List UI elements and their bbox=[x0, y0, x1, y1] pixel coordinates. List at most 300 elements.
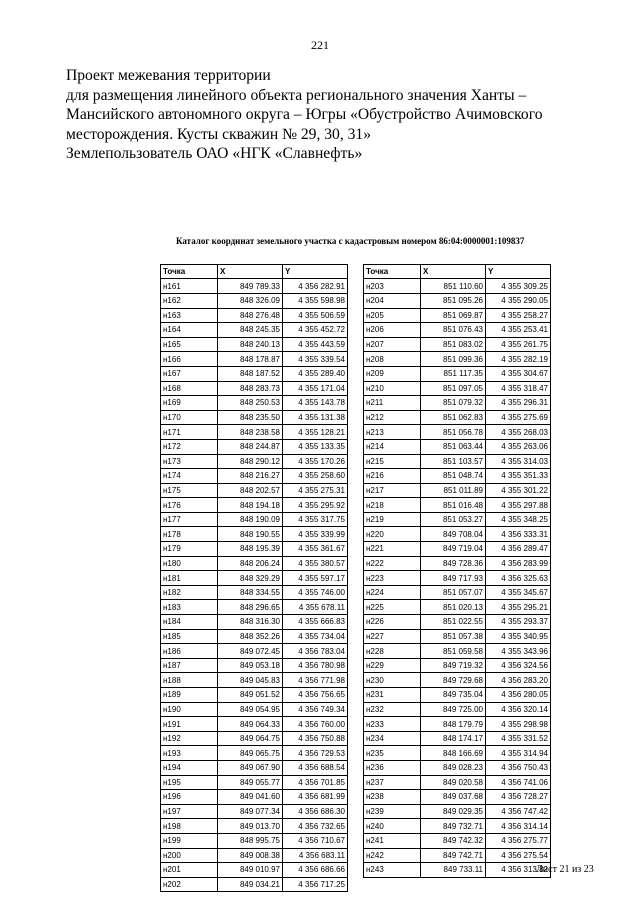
table-row bbox=[161, 717, 348, 732]
x-coordinate-cell: 851 095.26 bbox=[421, 293, 486, 308]
x-coordinate-cell: 851 117.35 bbox=[421, 366, 486, 381]
point-cell: н169 bbox=[161, 396, 218, 411]
title-line: для размещения линейного объекта регионального значения Ханты – bbox=[66, 86, 527, 104]
x-coordinate-cell: 851 076.43 bbox=[421, 323, 486, 338]
x-coordinate-cell: 851 099.36 bbox=[421, 352, 486, 367]
y-coordinate-cell: 4 356 280.05 bbox=[486, 688, 551, 703]
point-cell: н194 bbox=[161, 760, 218, 775]
y-coordinate-cell: 4 355 340.95 bbox=[486, 629, 551, 644]
point-cell: н199 bbox=[161, 833, 218, 848]
y-coordinate-cell: 4 355 746.00 bbox=[283, 585, 348, 600]
x-coordinate-cell: 849 037.68 bbox=[421, 790, 486, 805]
table-header-row bbox=[161, 265, 348, 279]
point-cell: н190 bbox=[161, 702, 218, 717]
point-cell: н186 bbox=[161, 644, 218, 659]
point-cell: н221 bbox=[364, 542, 421, 557]
x-coordinate-cell: 848 190.55 bbox=[218, 527, 283, 542]
point-cell: н236 bbox=[364, 760, 421, 775]
point-cell: н192 bbox=[161, 731, 218, 746]
x-coordinate-cell: 849 719.32 bbox=[421, 658, 486, 673]
point-cell: н202 bbox=[161, 877, 218, 892]
table-row bbox=[161, 585, 348, 600]
point-cell: н220 bbox=[364, 527, 421, 542]
x-coordinate-cell: 849 029.35 bbox=[421, 804, 486, 819]
point-cell: н189 bbox=[161, 688, 218, 703]
point-cell: н230 bbox=[364, 673, 421, 688]
y-coordinate-cell: 4 356 275.77 bbox=[486, 833, 551, 848]
table-row bbox=[161, 498, 348, 513]
point-cell: н203 bbox=[364, 279, 421, 294]
table-row bbox=[161, 293, 348, 308]
x-coordinate-cell: 849 729.68 bbox=[421, 673, 486, 688]
table-row bbox=[364, 556, 551, 571]
x-coordinate-cell: 849 728.36 bbox=[421, 556, 486, 571]
point-cell: н166 bbox=[161, 352, 218, 367]
y-coordinate-cell: 4 355 128.21 bbox=[283, 425, 348, 440]
point-cell: н226 bbox=[364, 615, 421, 630]
table-row bbox=[364, 731, 551, 746]
column-header-point: Точка bbox=[161, 265, 218, 279]
x-coordinate-cell: 851 057.07 bbox=[421, 585, 486, 600]
x-coordinate-cell: 848 245.35 bbox=[218, 323, 283, 338]
point-cell: н211 bbox=[364, 396, 421, 411]
x-coordinate-cell: 851 062.83 bbox=[421, 410, 486, 425]
y-coordinate-cell: 4 355 343.96 bbox=[486, 644, 551, 659]
y-coordinate-cell: 4 355 289.40 bbox=[283, 366, 348, 381]
table-row bbox=[364, 410, 551, 425]
y-coordinate-cell: 4 355 131.38 bbox=[283, 410, 348, 425]
y-coordinate-cell: 4 356 324.56 bbox=[486, 658, 551, 673]
point-cell: н206 bbox=[364, 323, 421, 338]
x-coordinate-cell: 849 008.38 bbox=[218, 848, 283, 863]
table-row bbox=[364, 337, 551, 352]
table-row bbox=[161, 833, 348, 848]
x-coordinate-cell: 849 034.21 bbox=[218, 877, 283, 892]
table-row bbox=[161, 600, 348, 615]
table-row bbox=[161, 804, 348, 819]
y-coordinate-cell: 4 355 597.17 bbox=[283, 571, 348, 586]
y-coordinate-cell: 4 355 734.04 bbox=[283, 629, 348, 644]
x-coordinate-cell: 849 054.95 bbox=[218, 702, 283, 717]
x-coordinate-cell: 851 103.57 bbox=[421, 454, 486, 469]
table-row bbox=[364, 658, 551, 673]
x-coordinate-cell: 848 276.48 bbox=[218, 308, 283, 323]
table-row bbox=[364, 483, 551, 498]
x-coordinate-cell: 849 742.71 bbox=[421, 848, 486, 863]
x-coordinate-cell: 851 110.60 bbox=[421, 279, 486, 294]
x-coordinate-cell: 848 326.09 bbox=[218, 293, 283, 308]
table-row bbox=[161, 688, 348, 703]
table-row bbox=[161, 410, 348, 425]
point-cell: н183 bbox=[161, 600, 218, 615]
x-coordinate-cell: 849 725.00 bbox=[421, 702, 486, 717]
table-row bbox=[161, 760, 348, 775]
point-cell: н191 bbox=[161, 717, 218, 732]
point-cell: н179 bbox=[161, 542, 218, 557]
x-coordinate-cell: 849 055.77 bbox=[218, 775, 283, 790]
table-row bbox=[364, 585, 551, 600]
table-row bbox=[364, 366, 551, 381]
table-row bbox=[364, 542, 551, 557]
y-coordinate-cell: 4 356 289.47 bbox=[486, 542, 551, 557]
table-row bbox=[161, 279, 348, 294]
table-row bbox=[161, 848, 348, 863]
x-coordinate-cell: 848 216.27 bbox=[218, 469, 283, 484]
y-coordinate-cell: 4 355 293.37 bbox=[486, 615, 551, 630]
x-coordinate-cell: 848 283.73 bbox=[218, 381, 283, 396]
table-row bbox=[364, 615, 551, 630]
x-coordinate-cell: 851 011.89 bbox=[421, 483, 486, 498]
y-coordinate-cell: 4 356 681.99 bbox=[283, 790, 348, 805]
point-cell: н237 bbox=[364, 775, 421, 790]
point-cell: н207 bbox=[364, 337, 421, 352]
catalog-caption: Каталог координат земельного участка с кадастровым номером 86:04:0000001:109837 bbox=[176, 236, 525, 246]
y-coordinate-cell: 4 355 348.25 bbox=[486, 512, 551, 527]
y-coordinate-cell: 4 355 133.35 bbox=[283, 439, 348, 454]
title-line: Проект межевания территории bbox=[66, 67, 271, 84]
x-coordinate-cell: 848 179.79 bbox=[421, 717, 486, 732]
y-coordinate-cell: 4 356 747.42 bbox=[486, 804, 551, 819]
x-coordinate-cell: 849 067.90 bbox=[218, 760, 283, 775]
table-row bbox=[364, 381, 551, 396]
table-row bbox=[364, 629, 551, 644]
y-coordinate-cell: 4 355 317.75 bbox=[283, 512, 348, 527]
point-cell: н174 bbox=[161, 469, 218, 484]
table-row bbox=[364, 571, 551, 586]
y-coordinate-cell: 4 356 760.00 bbox=[283, 717, 348, 732]
y-coordinate-cell: 4 356 701.85 bbox=[283, 775, 348, 790]
x-coordinate-cell: 851 097.05 bbox=[421, 381, 486, 396]
x-coordinate-cell: 851 063.44 bbox=[421, 439, 486, 454]
table-row bbox=[364, 454, 551, 469]
y-coordinate-cell: 4 356 333.31 bbox=[486, 527, 551, 542]
point-cell: н241 bbox=[364, 833, 421, 848]
x-coordinate-cell: 848 250.53 bbox=[218, 396, 283, 411]
point-cell: н177 bbox=[161, 512, 218, 527]
table-row bbox=[161, 877, 348, 892]
point-cell: н171 bbox=[161, 425, 218, 440]
column-header-x: X bbox=[421, 265, 486, 279]
table-row bbox=[364, 863, 551, 878]
table-row bbox=[364, 600, 551, 615]
y-coordinate-cell: 4 356 750.88 bbox=[283, 731, 348, 746]
table-row bbox=[161, 396, 348, 411]
table-row bbox=[161, 308, 348, 323]
table-row bbox=[364, 746, 551, 761]
y-coordinate-cell: 4 356 688.54 bbox=[283, 760, 348, 775]
table-row bbox=[161, 658, 348, 673]
y-coordinate-cell: 4 355 318.47 bbox=[486, 381, 551, 396]
point-cell: н227 bbox=[364, 629, 421, 644]
point-cell: н217 bbox=[364, 483, 421, 498]
x-coordinate-cell: 848 244.87 bbox=[218, 439, 283, 454]
x-coordinate-cell: 849 719.04 bbox=[421, 542, 486, 557]
point-cell: н195 bbox=[161, 775, 218, 790]
y-coordinate-cell: 4 356 717.25 bbox=[283, 877, 348, 892]
point-cell: н200 bbox=[161, 848, 218, 863]
table-row bbox=[364, 688, 551, 703]
table-row bbox=[161, 556, 348, 571]
y-coordinate-cell: 4 355 380.57 bbox=[283, 556, 348, 571]
point-cell: н170 bbox=[161, 410, 218, 425]
table-header-row bbox=[364, 265, 551, 279]
table-row bbox=[161, 483, 348, 498]
table-row bbox=[161, 790, 348, 805]
y-coordinate-cell: 4 355 261.75 bbox=[486, 337, 551, 352]
y-coordinate-cell: 4 356 756.65 bbox=[283, 688, 348, 703]
table-row bbox=[364, 293, 551, 308]
x-coordinate-cell: 849 742.32 bbox=[421, 833, 486, 848]
land-user-line: Землепользователь ОАО «НГК «Славнефть» bbox=[66, 145, 363, 162]
y-coordinate-cell: 4 355 296.31 bbox=[486, 396, 551, 411]
y-coordinate-cell: 4 356 314.14 bbox=[486, 819, 551, 834]
point-cell: н184 bbox=[161, 615, 218, 630]
y-coordinate-cell: 4 355 258.60 bbox=[283, 469, 348, 484]
x-coordinate-cell: 849 020.58 bbox=[421, 775, 486, 790]
point-cell: н225 bbox=[364, 600, 421, 615]
title-line: месторождения. Кусты скважин № 29, 30, 31» bbox=[66, 125, 372, 143]
y-coordinate-cell: 4 355 295.92 bbox=[283, 498, 348, 513]
x-coordinate-cell: 848 194.18 bbox=[218, 498, 283, 513]
table-row bbox=[161, 819, 348, 834]
table-row bbox=[364, 469, 551, 484]
x-coordinate-cell: 851 079.32 bbox=[421, 396, 486, 411]
coordinate-table-left bbox=[160, 264, 348, 892]
x-coordinate-cell: 851 057.38 bbox=[421, 629, 486, 644]
point-cell: н214 bbox=[364, 439, 421, 454]
table-row bbox=[364, 279, 551, 294]
y-coordinate-cell: 4 355 268.03 bbox=[486, 425, 551, 440]
x-coordinate-cell: 849 733.11 bbox=[421, 863, 486, 878]
y-coordinate-cell: 4 355 314.94 bbox=[486, 746, 551, 761]
x-coordinate-cell: 851 053.27 bbox=[421, 512, 486, 527]
x-coordinate-cell: 851 059.58 bbox=[421, 644, 486, 659]
table-row bbox=[364, 804, 551, 819]
point-cell: н224 bbox=[364, 585, 421, 600]
x-coordinate-cell: 849 053.18 bbox=[218, 658, 283, 673]
table-row bbox=[161, 512, 348, 527]
table-row bbox=[364, 833, 551, 848]
x-coordinate-cell: 848 206.24 bbox=[218, 556, 283, 571]
table-row bbox=[161, 615, 348, 630]
y-coordinate-cell: 4 356 783.04 bbox=[283, 644, 348, 659]
page-number: 221 bbox=[311, 38, 329, 52]
y-coordinate-cell: 4 356 320.14 bbox=[486, 702, 551, 717]
point-cell: н208 bbox=[364, 352, 421, 367]
table-row bbox=[161, 629, 348, 644]
point-cell: н167 bbox=[161, 366, 218, 381]
x-coordinate-cell: 849 717.93 bbox=[421, 571, 486, 586]
x-coordinate-cell: 848 240.13 bbox=[218, 337, 283, 352]
table-row bbox=[364, 425, 551, 440]
point-cell: н175 bbox=[161, 483, 218, 498]
point-cell: н164 bbox=[161, 323, 218, 338]
table-row bbox=[161, 366, 348, 381]
table-row bbox=[161, 469, 348, 484]
y-coordinate-cell: 4 355 282.19 bbox=[486, 352, 551, 367]
table-row bbox=[364, 644, 551, 659]
point-cell: н165 bbox=[161, 337, 218, 352]
point-cell: н182 bbox=[161, 585, 218, 600]
y-coordinate-cell: 4 355 275.31 bbox=[283, 483, 348, 498]
table-row bbox=[364, 702, 551, 717]
x-coordinate-cell: 849 064.33 bbox=[218, 717, 283, 732]
y-coordinate-cell: 4 355 678.11 bbox=[283, 600, 348, 615]
point-cell: н213 bbox=[364, 425, 421, 440]
table-row bbox=[161, 702, 348, 717]
x-coordinate-cell: 849 064.75 bbox=[218, 731, 283, 746]
y-coordinate-cell: 4 356 313.82 bbox=[486, 863, 551, 878]
x-coordinate-cell: 849 013.70 bbox=[218, 819, 283, 834]
point-cell: н204 bbox=[364, 293, 421, 308]
y-coordinate-cell: 4 355 506.59 bbox=[283, 308, 348, 323]
point-cell: н243 bbox=[364, 863, 421, 878]
y-coordinate-cell: 4 355 298.98 bbox=[486, 717, 551, 732]
point-cell: н215 bbox=[364, 454, 421, 469]
table-row bbox=[161, 775, 348, 790]
x-coordinate-cell: 851 022.55 bbox=[421, 615, 486, 630]
table-row bbox=[364, 308, 551, 323]
x-coordinate-cell: 851 020.13 bbox=[421, 600, 486, 615]
y-coordinate-cell: 4 355 170.26 bbox=[283, 454, 348, 469]
point-cell: н188 bbox=[161, 673, 218, 688]
table-row bbox=[161, 439, 348, 454]
column-header-x: X bbox=[218, 265, 283, 279]
x-coordinate-cell: 849 732.71 bbox=[421, 819, 486, 834]
y-coordinate-cell: 4 355 275.69 bbox=[486, 410, 551, 425]
point-cell: н216 bbox=[364, 469, 421, 484]
x-coordinate-cell: 848 238.58 bbox=[218, 425, 283, 440]
point-cell: н162 bbox=[161, 293, 218, 308]
point-cell: н168 bbox=[161, 381, 218, 396]
point-cell: н228 bbox=[364, 644, 421, 659]
x-coordinate-cell: 849 708.04 bbox=[421, 527, 486, 542]
table-row bbox=[364, 512, 551, 527]
table-row bbox=[364, 396, 551, 411]
table-row bbox=[364, 819, 551, 834]
point-cell: н209 bbox=[364, 366, 421, 381]
point-cell: н219 bbox=[364, 512, 421, 527]
table-row bbox=[161, 863, 348, 878]
table-row bbox=[161, 381, 348, 396]
x-coordinate-cell: 848 329.29 bbox=[218, 571, 283, 586]
point-cell: н197 bbox=[161, 804, 218, 819]
y-coordinate-cell: 4 356 749.34 bbox=[283, 702, 348, 717]
x-coordinate-cell: 848 187.52 bbox=[218, 366, 283, 381]
y-coordinate-cell: 4 356 325.63 bbox=[486, 571, 551, 586]
point-cell: н181 bbox=[161, 571, 218, 586]
y-coordinate-cell: 4 356 282.91 bbox=[283, 279, 348, 294]
point-cell: н205 bbox=[364, 308, 421, 323]
table-row bbox=[161, 673, 348, 688]
x-coordinate-cell: 849 041.60 bbox=[218, 790, 283, 805]
table-row bbox=[161, 352, 348, 367]
table-row bbox=[364, 848, 551, 863]
y-coordinate-cell: 4 355 339.54 bbox=[283, 352, 348, 367]
point-cell: н173 bbox=[161, 454, 218, 469]
table-row bbox=[161, 425, 348, 440]
point-cell: н223 bbox=[364, 571, 421, 586]
x-coordinate-cell: 848 195.39 bbox=[218, 542, 283, 557]
point-cell: н233 bbox=[364, 717, 421, 732]
y-coordinate-cell: 4 356 741.06 bbox=[486, 775, 551, 790]
point-cell: н235 bbox=[364, 746, 421, 761]
y-coordinate-cell: 4 356 283.99 bbox=[486, 556, 551, 571]
y-coordinate-cell: 4 355 297.88 bbox=[486, 498, 551, 513]
table-row bbox=[364, 673, 551, 688]
x-coordinate-cell: 851 016.48 bbox=[421, 498, 486, 513]
x-coordinate-cell: 848 174.17 bbox=[421, 731, 486, 746]
table-row bbox=[364, 760, 551, 775]
x-coordinate-cell: 848 296.65 bbox=[218, 600, 283, 615]
table-row bbox=[161, 542, 348, 557]
table-row bbox=[364, 352, 551, 367]
x-coordinate-cell: 849 072.45 bbox=[218, 644, 283, 659]
point-cell: н193 bbox=[161, 746, 218, 761]
y-coordinate-cell: 4 355 361.67 bbox=[283, 542, 348, 557]
y-coordinate-cell: 4 356 275.54 bbox=[486, 848, 551, 863]
point-cell: н180 bbox=[161, 556, 218, 571]
table-row bbox=[364, 775, 551, 790]
point-cell: н231 bbox=[364, 688, 421, 703]
y-coordinate-cell: 4 355 666.83 bbox=[283, 615, 348, 630]
y-coordinate-cell: 4 355 258.27 bbox=[486, 308, 551, 323]
y-coordinate-cell: 4 356 710.67 bbox=[283, 833, 348, 848]
point-cell: н178 bbox=[161, 527, 218, 542]
x-coordinate-cell: 848 290.12 bbox=[218, 454, 283, 469]
table-row bbox=[161, 323, 348, 338]
table-row bbox=[364, 323, 551, 338]
y-coordinate-cell: 4 355 295.21 bbox=[486, 600, 551, 615]
y-coordinate-cell: 4 355 452.72 bbox=[283, 323, 348, 338]
y-coordinate-cell: 4 356 683.11 bbox=[283, 848, 348, 863]
y-coordinate-cell: 4 355 598.98 bbox=[283, 293, 348, 308]
column-header-y: Y bbox=[486, 265, 551, 279]
y-coordinate-cell: 4 356 771.98 bbox=[283, 673, 348, 688]
y-coordinate-cell: 4 355 331.52 bbox=[486, 731, 551, 746]
y-coordinate-cell: 4 356 686.30 bbox=[283, 804, 348, 819]
x-coordinate-cell: 848 334.55 bbox=[218, 585, 283, 600]
y-coordinate-cell: 4 356 732.65 bbox=[283, 819, 348, 834]
title-line: Мансийского автономного округа – Югры «Обустройство Ачимовского bbox=[66, 106, 543, 123]
point-cell: н198 bbox=[161, 819, 218, 834]
point-cell: н242 bbox=[364, 848, 421, 863]
y-coordinate-cell: 4 356 283.20 bbox=[486, 673, 551, 688]
table-row bbox=[364, 439, 551, 454]
table-row bbox=[364, 717, 551, 732]
y-coordinate-cell: 4 355 309.25 bbox=[486, 279, 551, 294]
x-coordinate-cell: 848 316.30 bbox=[218, 615, 283, 630]
x-coordinate-cell: 849 045.83 bbox=[218, 673, 283, 688]
point-cell: н234 bbox=[364, 731, 421, 746]
point-cell: н232 bbox=[364, 702, 421, 717]
x-coordinate-cell: 848 190.09 bbox=[218, 512, 283, 527]
table-row bbox=[161, 454, 348, 469]
y-coordinate-cell: 4 355 339.99 bbox=[283, 527, 348, 542]
y-coordinate-cell: 4 356 728.27 bbox=[486, 790, 551, 805]
document-title bbox=[66, 66, 586, 164]
y-coordinate-cell: 4 355 304.67 bbox=[486, 366, 551, 381]
point-cell: н185 bbox=[161, 629, 218, 644]
column-header-y: Y bbox=[283, 265, 348, 279]
x-coordinate-cell: 851 048.74 bbox=[421, 469, 486, 484]
point-cell: н176 bbox=[161, 498, 218, 513]
point-cell: н218 bbox=[364, 498, 421, 513]
point-cell: н172 bbox=[161, 439, 218, 454]
table-row bbox=[364, 498, 551, 513]
x-coordinate-cell: 849 010.97 bbox=[218, 863, 283, 878]
y-coordinate-cell: 4 355 443.59 bbox=[283, 337, 348, 352]
